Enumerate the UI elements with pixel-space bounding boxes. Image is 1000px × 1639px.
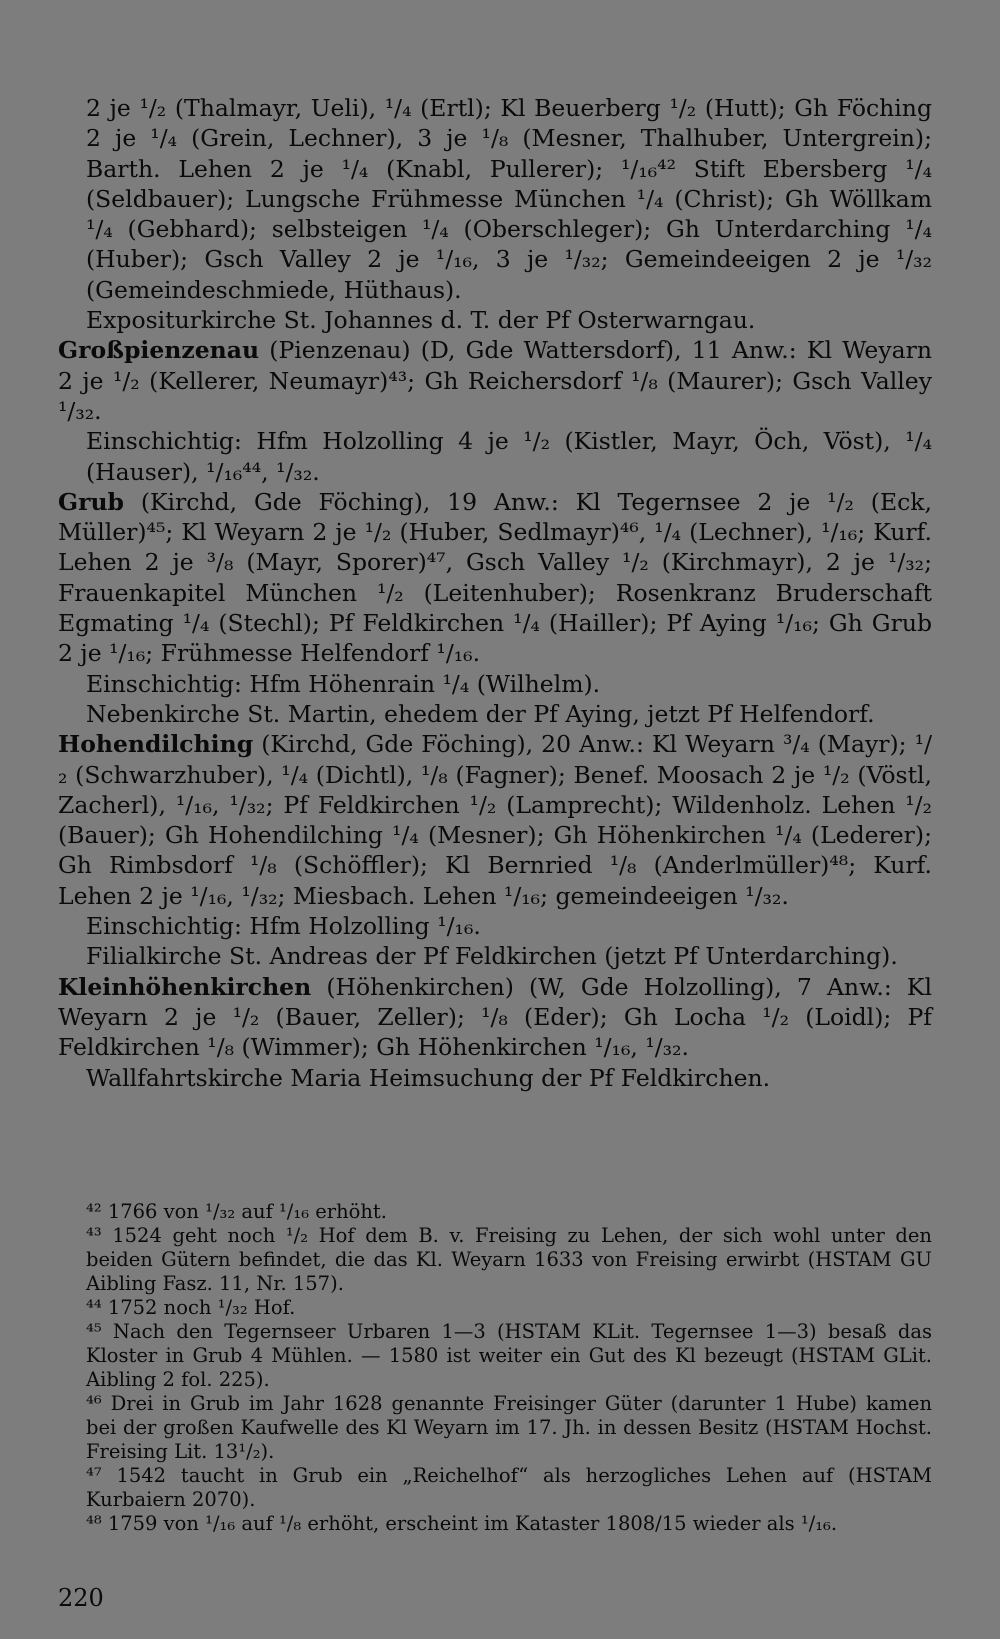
footnote: ⁴⁸ 1759 von ¹/₁₆ auf ¹/₈ erhöht, erscheint im Kataster 1808/15 wieder als ¹/₁₆. xyxy=(86,1512,838,1535)
entry-grosspienzenau xyxy=(58,335,932,426)
entry-grub xyxy=(58,487,932,669)
footnotes xyxy=(86,1200,932,1536)
entry-text: (Höhenkirchen) (W, Gde Holzolling), 7 Anw.: Kl Weyarn 2 je ¹/₂ (Bauer, Zeller); ¹/₈ (Eder); Gh Locha ¹/₂ (Loidl); Pf Feldkirchen ¹/₈ (Wimmer); Gh Höhenkirchen ¹/₁₆, ¹/₃₂. xyxy=(58,972,932,1062)
headword: Hohendilching xyxy=(58,730,254,759)
entry-text: (Kirchd, Gde Föching), 20 Anw.: Kl Weyarn ³/₄ (Mayr); ¹/₂ (Schwarzhuber), ¹/₄ (Dichtl), ¹/₈ (Fagner); Benef. Moosach 2 je ¹/₂ (Vöstl, Zacherl), ¹/₁₆, ¹/₃₂; Pf Feldkirchen ¹/₂ (Lamprecht); Wildenholz. Lehen ¹/₂ (Bauer); Gh Hohendilching ¹/₄ (Mesner); Gh Höhenkirchen ¹/₄ (Lederer); Gh Rimbsdorf ¹/₈ (Schöffler); Kl Bernried ¹/₈ (Anderlmüller)⁴⁸; Kurf. Lehen 2 je ¹/₁₆, ¹/₃₂; Miesbach. Lehen ¹/₁₆; gemeindeeigen ¹/₃₂. xyxy=(58,730,932,910)
entry-note: Einschichtig: Hfm Holzolling ¹/₁₆. xyxy=(86,912,481,941)
entry-hohendilching xyxy=(58,729,932,911)
church-note: Wallfahrtskirche Maria Heimsuchung der Pf Feldkirchen. xyxy=(86,1063,771,1092)
headword: Kleinhöhenkirchen xyxy=(58,972,312,1001)
footnote: ⁴² 1766 von ¹/₃₂ auf ¹/₁₆ erhöht. xyxy=(86,1200,387,1223)
main-text xyxy=(58,93,932,1093)
paragraph-continuation: 2 je ¹/₂ (Thalmayr, Ueli), ¹/₄ (Ertl); Kl Beuerberg ¹/₂ (Hutt); Gh Föching 2 je ¹/₄ (Grein, Lechner), 3 je ¹/₈ (Mesner, Thalhuber, Untergrein); Barth. Lehen 2 je ¹/₄ (Knabl, Pullerer); ¹/₁₆⁴² Stift Ebersberg ¹/₄ (Seldbauer); Lungsche Frühmesse München ¹/₄ (Christ); Gh Wöllkam ¹/₄ (Gebhard); selbsteigen ¹/₄ (Oberschleger); Gh Unterdarching ¹/₄ (Huber); Gsch Valley 2 je ¹/₁₆, 3 je ¹/₃₂; Gemeindeeigen 2 je ¹/₃₂ (Gemeindeschmiede, Hüthaus). xyxy=(86,94,932,304)
church-note: Expositurkirche St. Johannes d. T. der Pf Osterwarngau. xyxy=(86,306,756,335)
church-note: Filialkirche St. Andreas der Pf Feldkirchen (jetzt Pf Unterdarching). xyxy=(86,942,898,971)
entry-kleinhoehenkirchen xyxy=(58,972,932,1063)
page-number: 220 xyxy=(58,1584,104,1612)
headword: Grub xyxy=(58,487,124,516)
footnote: ⁴³ 1524 geht noch ¹/₂ Hof dem B. v. Freising zu Lehen, der sich wohl unter den beiden Gütern befindet, die das Kl. Weyarn 1633 von Freising erwirbt (HSTAM GU Aibling Fasz. 11, Nr. 157). xyxy=(86,1224,932,1295)
footnote: ⁴⁷ 1542 taucht in Grub ein „Reichelhof“ als herzogliches Lehen auf (HSTAM Kurbaiern 2070). xyxy=(86,1464,932,1511)
footnote: ⁴⁵ Nach den Tegernseer Urbaren 1—3 (HSTAM KLit. Tegernsee 1—3) besaß das Kloster in Grub 4 Mühlen. — 1580 ist weiter ein Gut des Kl bezeugt (HSTAM GLit. Aibling 2 fol. 225). xyxy=(86,1320,932,1391)
entry-note: Einschichtig: Hfm Höhenrain ¹/₄ (Wilhelm). xyxy=(86,669,601,698)
footnote: ⁴⁴ 1752 noch ¹/₃₂ Hof. xyxy=(86,1296,296,1319)
footnote: ⁴⁶ Drei in Grub im Jahr 1628 genannte Freisinger Güter (darunter 1 Hube) kamen bei der großen Kaufwelle des Kl Weyarn im 17. Jh. in dessen Besitz (HSTAM Hochst. Freising Lit. 13¹/₂). xyxy=(86,1392,932,1463)
church-note: Nebenkirche St. Martin, ehedem der Pf Aying, jetzt Pf Helfendorf. xyxy=(86,699,875,728)
entry-text: (Kirchd, Gde Föching), 19 Anw.: Kl Tegernsee 2 je ¹/₂ (Eck, Müller)⁴⁵; Kl Weyarn 2 je ¹/₂ (Huber, Sedlmayr)⁴⁶, ¹/₄ (Lechner), ¹/₁₆; Kurf. Lehen 2 je ³/₈ (Mayr, Sporer)⁴⁷, Gsch Valley ¹/₂ (Kirchmayr), 2 je ¹/₃₂; Frauenkapitel München ¹/₂ (Leitenhuber); Rosenkranz Bruderschaft Egmating ¹/₄ (Stechl); Pf Feldkirchen ¹/₄ (Hailler); Pf Aying ¹/₁₆; Gh Grub 2 je ¹/₁₆; Frühmesse Helfendorf ¹/₁₆. xyxy=(58,487,932,668)
headword: Großpienzenau xyxy=(58,336,260,365)
entry-text: (Pienzenau) (D, Gde Wattersdorf), 11 Anw.: Kl Weyarn 2 je ¹/₂ (Kellerer, Neumayr)⁴³; Gh Reichersdorf ¹/₈ (Maurer); Gsch Valley ¹/₃₂. xyxy=(58,336,932,425)
entry-note: Einschichtig: Hfm Holzolling 4 je ¹/₂ (Kistler, Mayr, Öch, Vöst), ¹/₄ (Hauser), ¹/₁₆⁴⁴, ¹/₃₂. xyxy=(86,427,932,486)
